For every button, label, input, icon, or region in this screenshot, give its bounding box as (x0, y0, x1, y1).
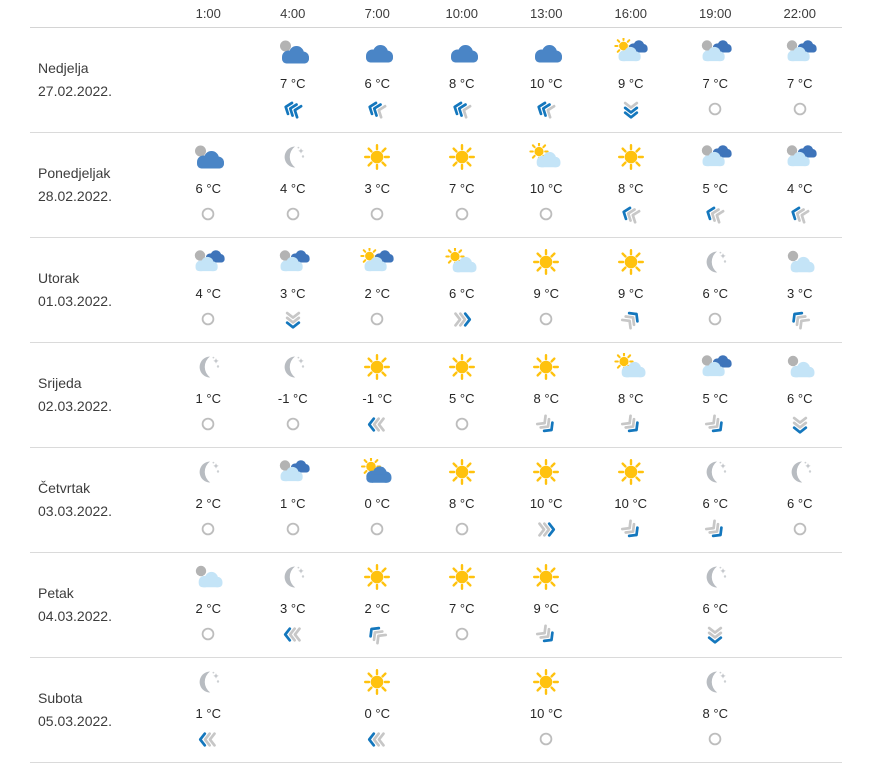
hour-cell[interactable] (758, 238, 843, 342)
temperature: 2 °C (195, 600, 221, 616)
moon-icon (697, 560, 733, 594)
hour-cell[interactable] (251, 238, 336, 342)
wind-down-right-icon (620, 517, 642, 541)
cloud-peek-icon (190, 140, 226, 174)
day-date: 04.03.2022. (38, 608, 112, 624)
temperature: 4 °C (787, 180, 813, 196)
time-header: 7:00 (364, 6, 390, 21)
wind-down-right-icon (535, 412, 557, 436)
wind-left-icon (197, 727, 219, 751)
day-label-cell (30, 553, 166, 657)
wind-calm-icon (454, 517, 470, 541)
hour-cell[interactable] (335, 658, 420, 762)
forecast-row[interactable] (30, 343, 842, 448)
temperature: 8 °C (449, 75, 475, 91)
wind-left-tilt-icon (704, 202, 726, 226)
wind-left-icon (282, 622, 304, 646)
day-label-cell (30, 238, 166, 342)
day-label-cell (30, 28, 166, 132)
hour-cell[interactable] (420, 553, 505, 657)
temperature: 6 °C (702, 495, 728, 511)
temperature: 3 °C (364, 180, 390, 196)
sun-icon (444, 350, 480, 384)
hour-cell[interactable] (335, 553, 420, 657)
time-header-row (30, 0, 842, 28)
temperature: 9 °C (533, 285, 559, 301)
day-name: Subota (38, 690, 83, 706)
sun-icon (528, 665, 564, 699)
wind-down-right-icon (535, 622, 557, 646)
day-label-cell (30, 343, 166, 447)
temperature: 7 °C (280, 75, 306, 91)
temperature: 8 °C (618, 390, 644, 406)
day-name: Utorak (38, 270, 80, 286)
temperature: 6 °C (787, 390, 813, 406)
wind-calm-icon (454, 622, 470, 646)
hour-cell[interactable] (251, 343, 336, 447)
day-date: 05.03.2022. (38, 713, 112, 729)
sun-icon (444, 140, 480, 174)
wind-down-right-icon (704, 517, 726, 541)
temperature: 3 °C (787, 285, 813, 301)
hour-cell[interactable] (504, 133, 589, 237)
forecast-row[interactable] (30, 133, 842, 238)
wind-calm-icon (285, 202, 301, 226)
hour-cell[interactable] (504, 343, 589, 447)
temperature: 8 °C (533, 390, 559, 406)
day-date: 03.03.2022. (38, 503, 112, 519)
hour-cell[interactable] (589, 238, 674, 342)
sun-icon (444, 560, 480, 594)
hour-cell[interactable] (504, 553, 589, 657)
wind-up-left-icon (789, 307, 811, 331)
wind-calm-icon (792, 97, 808, 121)
moon-icon (782, 455, 818, 489)
hour-cell[interactable] (251, 553, 336, 657)
hour-cell[interactable] (673, 133, 758, 237)
day-name: Četvrtak (38, 480, 91, 496)
moon-icon (190, 455, 226, 489)
wind-left-icon (366, 412, 388, 436)
wind-down-icon (704, 622, 726, 646)
temperature: 7 °C (449, 600, 475, 616)
temperature: 7 °C (449, 180, 475, 196)
hour-cell[interactable] (758, 448, 843, 552)
time-header: 22:00 (783, 6, 817, 21)
wind-calm-icon (707, 307, 723, 331)
moon-clouds-icon (697, 350, 733, 384)
moon-icon (190, 665, 226, 699)
hour-cell[interactable] (589, 133, 674, 237)
hour-cell[interactable] (335, 133, 420, 237)
hour-cell[interactable] (420, 28, 505, 132)
day-label-cell (30, 658, 166, 762)
wind-calm-icon (285, 517, 301, 541)
hour-cell[interactable] (420, 238, 505, 342)
wind-down-right-icon (704, 412, 726, 436)
temperature: 8 °C (702, 705, 728, 721)
hour-cell[interactable] (251, 448, 336, 552)
temperature: 1 °C (195, 705, 221, 721)
wind-down-icon (282, 307, 304, 331)
wind-left-tilt-icon (451, 97, 473, 121)
hour-cell-empty (166, 28, 251, 132)
day-date: 01.03.2022. (38, 293, 112, 309)
wind-calm-icon (454, 202, 470, 226)
temperature: 10 °C (529, 705, 563, 721)
header-spacer (30, 0, 166, 27)
wind-left-tilt-icon (282, 97, 304, 121)
cloud-icon (528, 35, 564, 69)
sun-clouds-icon (359, 245, 395, 279)
forecast-row[interactable] (30, 658, 842, 763)
moon-clouds-icon (697, 35, 733, 69)
moon-cloud-icon (190, 560, 226, 594)
moon-clouds-icon (275, 245, 311, 279)
temperature: 6 °C (702, 600, 728, 616)
wind-up-left-icon (366, 622, 388, 646)
wind-calm-icon (454, 412, 470, 436)
sun-icon (528, 560, 564, 594)
sun-dark-cloud-icon (359, 455, 395, 489)
hour-cell[interactable] (504, 238, 589, 342)
wind-right-icon (535, 517, 557, 541)
hour-cell-empty (589, 658, 674, 762)
time-header: 10:00 (445, 6, 479, 21)
hour-cell-empty (420, 658, 505, 762)
hour-cell[interactable] (673, 448, 758, 552)
wind-calm-icon (200, 517, 216, 541)
temperature: 4 °C (195, 285, 221, 301)
temperature: 8 °C (449, 495, 475, 511)
moon-icon (697, 665, 733, 699)
hour-cell[interactable] (420, 448, 505, 552)
wind-calm-icon (707, 727, 723, 751)
moon-clouds-icon (782, 140, 818, 174)
temperature: 0 °C (364, 495, 390, 511)
hour-cell[interactable] (166, 133, 251, 237)
wind-down-icon (620, 97, 642, 121)
hour-cell[interactable] (166, 658, 251, 762)
hour-cell[interactable] (673, 343, 758, 447)
temperature: 8 °C (618, 180, 644, 196)
day-label-cell (30, 448, 166, 552)
sun-icon (613, 245, 649, 279)
temperature: 7 °C (787, 75, 813, 91)
temperature: 2 °C (364, 600, 390, 616)
hour-cell[interactable] (673, 28, 758, 132)
temperature: 1 °C (280, 495, 306, 511)
day-date: 28.02.2022. (38, 188, 112, 204)
sun-icon (359, 140, 395, 174)
hour-cell[interactable] (673, 238, 758, 342)
temperature: 2 °C (195, 495, 221, 511)
temperature: 5 °C (449, 390, 475, 406)
wind-calm-icon (200, 307, 216, 331)
wind-left-tilt-icon (366, 97, 388, 121)
temperature: 10 °C (529, 495, 563, 511)
sun-icon (444, 455, 480, 489)
day-label-cell (30, 133, 166, 237)
moon-icon (190, 350, 226, 384)
time-header: 16:00 (614, 6, 648, 21)
sun-icon (359, 665, 395, 699)
wind-right-icon (451, 307, 473, 331)
cloud-icon (359, 35, 395, 69)
sun-icon (359, 560, 395, 594)
hour-cell[interactable] (758, 133, 843, 237)
hour-cell[interactable] (504, 658, 589, 762)
day-date: 02.03.2022. (38, 398, 112, 414)
temperature: 10 °C (614, 495, 648, 511)
temperature: 5 °C (702, 180, 728, 196)
wind-left-tilt-icon (789, 202, 811, 226)
hour-cell[interactable] (673, 553, 758, 657)
hour-cell[interactable] (420, 343, 505, 447)
temperature: 0 °C (364, 705, 390, 721)
moon-cloud-icon (782, 245, 818, 279)
wind-calm-icon (285, 412, 301, 436)
moon-icon (275, 560, 311, 594)
hour-cell-empty (589, 553, 674, 657)
wind-calm-icon (538, 202, 554, 226)
hour-cell-empty (758, 553, 843, 657)
wind-calm-icon (200, 202, 216, 226)
cloud-peek-icon (275, 35, 311, 69)
hour-cell[interactable] (673, 658, 758, 762)
hour-cell[interactable] (758, 343, 843, 447)
moon-icon (697, 245, 733, 279)
moon-clouds-icon (190, 245, 226, 279)
day-name: Petak (38, 585, 74, 601)
hour-cell[interactable] (589, 28, 674, 132)
wind-calm-icon (707, 97, 723, 121)
temperature: 6 °C (195, 180, 221, 196)
sun-clouds-icon (613, 35, 649, 69)
forecast-row[interactable] (30, 553, 842, 658)
wind-calm-icon (538, 307, 554, 331)
temperature: 5 °C (702, 390, 728, 406)
moon-clouds-icon (275, 455, 311, 489)
hour-cell-empty (251, 658, 336, 762)
temperature: 4 °C (280, 180, 306, 196)
time-header: 19:00 (698, 6, 732, 21)
temperature: 7 °C (702, 75, 728, 91)
hour-cell[interactable] (504, 28, 589, 132)
hour-cell[interactable] (251, 28, 336, 132)
hour-cell-empty (758, 658, 843, 762)
day-name: Srijeda (38, 375, 82, 391)
sun-icon (528, 455, 564, 489)
wind-calm-icon (369, 307, 385, 331)
hour-cell[interactable] (166, 238, 251, 342)
moon-cloud-icon (782, 350, 818, 384)
temperature: 9 °C (618, 285, 644, 301)
sun-icon (528, 350, 564, 384)
hour-cell[interactable] (335, 343, 420, 447)
hour-cell[interactable] (166, 553, 251, 657)
sun-icon (528, 245, 564, 279)
temperature: 9 °C (618, 75, 644, 91)
moon-icon (697, 455, 733, 489)
sun-icon (359, 350, 395, 384)
hour-cell[interactable] (251, 133, 336, 237)
temperature: 3 °C (280, 600, 306, 616)
time-header: 4:00 (280, 6, 306, 21)
cloud-icon (444, 35, 480, 69)
hour-cell[interactable] (335, 238, 420, 342)
wind-calm-icon (369, 517, 385, 541)
wind-calm-icon (200, 622, 216, 646)
day-name: Ponedjeljak (38, 165, 111, 181)
temperature: 6 °C (449, 285, 475, 301)
sun-icon (613, 455, 649, 489)
hour-cell[interactable] (335, 28, 420, 132)
hour-cell[interactable] (420, 133, 505, 237)
temperature: 10 °C (529, 75, 563, 91)
sun-icon (613, 140, 649, 174)
temperature: -1 °C (277, 390, 308, 406)
temperature: 1 °C (195, 390, 221, 406)
hour-cell[interactable] (589, 343, 674, 447)
temperature: 6 °C (702, 285, 728, 301)
sun-cloud-icon (613, 350, 649, 384)
forecast-row[interactable] (30, 238, 842, 343)
sun-cloud-icon (528, 140, 564, 174)
day-name: Nedjelja (38, 60, 89, 76)
temperature: 3 °C (280, 285, 306, 301)
temperature: 6 °C (364, 75, 390, 91)
hour-cell[interactable] (335, 448, 420, 552)
hour-cell[interactable] (166, 343, 251, 447)
moon-clouds-icon (782, 35, 818, 69)
hour-cell[interactable] (758, 28, 843, 132)
time-header: 1:00 (195, 6, 221, 21)
moon-icon (275, 140, 311, 174)
temperature: 6 °C (787, 495, 813, 511)
hour-cell[interactable] (166, 448, 251, 552)
hour-cell[interactable] (504, 448, 589, 552)
moon-icon (275, 350, 311, 384)
wind-up-right-icon (620, 307, 642, 331)
wind-down-right-icon (620, 412, 642, 436)
day-date: 27.02.2022. (38, 83, 112, 99)
wind-down-icon (789, 412, 811, 436)
forecast-rows (30, 28, 842, 763)
wind-calm-icon (200, 412, 216, 436)
wind-left-tilt-icon (620, 202, 642, 226)
temperature: 2 °C (364, 285, 390, 301)
wind-left-tilt-icon (535, 97, 557, 121)
temperature: 9 °C (533, 600, 559, 616)
wind-calm-icon (369, 202, 385, 226)
weekly-forecast-table (30, 0, 842, 763)
forecast-row[interactable] (30, 448, 842, 553)
hour-cell[interactable] (589, 448, 674, 552)
time-header: 13:00 (529, 6, 563, 21)
sun-cloud-icon (444, 245, 480, 279)
wind-left-icon (366, 727, 388, 751)
wind-calm-icon (792, 517, 808, 541)
moon-clouds-icon (697, 140, 733, 174)
wind-calm-icon (538, 727, 554, 751)
forecast-row[interactable] (30, 28, 842, 133)
temperature: 10 °C (529, 180, 563, 196)
temperature: -1 °C (362, 390, 393, 406)
